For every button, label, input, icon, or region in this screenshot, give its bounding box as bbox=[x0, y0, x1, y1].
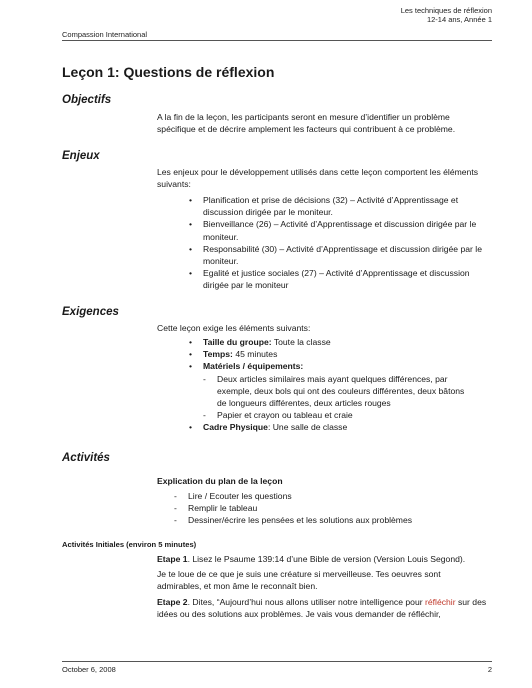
list-item: • Planification et prise de décisions (32) – Activité d’Apprentissage et discussion dirigée par le moniteur. bbox=[189, 195, 459, 218]
section-heading-objectifs: Objectifs bbox=[62, 94, 112, 106]
document-subtitle: 12-14 ans, Année 1 bbox=[426, 15, 492, 24]
bullet-icon: • bbox=[189, 219, 193, 230]
list-item: - Deux articles similaires mais ayant quelques différences, par exemple, deux bols qui ont des couleurs différentes, deux bâtons de longueurs différentes, deux articles rouges bbox=[203, 373, 465, 409]
list-item: - Lire / Ecouter les questions bbox=[174, 491, 292, 501]
psalm-quote: Je te loue de ce que je suis une créature si merveilleuse. Tes oeuvres sont admirables, et mon âme le reconnaît bien. bbox=[157, 569, 441, 592]
exigences-list bbox=[188, 336, 488, 434]
materials-list bbox=[203, 373, 465, 422]
enjeux-intro: Les enjeux pour le développement utilisés dans cette leçon comportent les éléments suivants: bbox=[157, 167, 479, 190]
step-1-label: Etape 1 bbox=[157, 554, 188, 564]
section-heading-enjeux: Enjeux bbox=[62, 150, 100, 162]
dash-icon: - bbox=[174, 515, 177, 526]
enjeux-list bbox=[188, 194, 488, 292]
dash-icon: - bbox=[174, 503, 177, 514]
list-item: • Egalité et justice sociales (27) – Activité d’Apprentissage et discussion dirigée par le moniteur bbox=[189, 268, 470, 291]
bullet-icon: • bbox=[189, 361, 193, 372]
objectifs-text: A la fin de la leçon, les participants seront en mesure d’identifier un problème spécifique et de décrire amplement les facteurs qui contribuent à ce problème. bbox=[157, 112, 456, 135]
lesson-title: Leçon 1: Questions de réflexion bbox=[62, 64, 275, 80]
step-2: Etape 2. Dites, “Aujourd’hui nous allons utiliser notre intelligence pour réfléchir sur des idées ou des solutions aux problèmes. Je vais vous demander de réfléchir, bbox=[157, 597, 487, 620]
bullet-icon: • bbox=[189, 243, 193, 254]
list-item: • Temps: 45 minutes bbox=[189, 349, 278, 360]
bullet-icon: • bbox=[189, 349, 193, 360]
list-item: • Taille du groupe: Toute la classe bbox=[189, 337, 331, 347]
bullet-icon: • bbox=[189, 422, 193, 433]
running-header bbox=[401, 6, 492, 24]
list-item: • Responsabilité (30) – Activité d’Apprentissage et discussion dirigée par le moniteur. bbox=[189, 243, 482, 267]
list-item: • Matériels / équipements: bbox=[189, 361, 304, 372]
list-item: - Dessiner/écrire les pensées et les solutions aux problèmes bbox=[174, 515, 413, 526]
organization-name: Compassion International bbox=[62, 30, 148, 39]
plan-heading: Explication du plan de la leçon bbox=[157, 476, 283, 486]
page-number: 2 bbox=[487, 665, 492, 674]
dash-icon: - bbox=[203, 410, 206, 421]
bullet-icon: • bbox=[189, 268, 193, 279]
section-heading-activites: Activités bbox=[62, 452, 110, 464]
list-item: - Remplir le tableau bbox=[174, 503, 258, 514]
section-heading-exigences: Exigences bbox=[62, 306, 119, 318]
initial-activities-heading: Activités Initiales (environ 5 minutes) bbox=[62, 540, 197, 549]
list-item: • Cadre Physique: Une salle de classe bbox=[189, 422, 348, 433]
footer-divider bbox=[62, 661, 492, 662]
dash-icon: - bbox=[174, 491, 177, 501]
document-title: Les techniques de réflexion bbox=[400, 6, 492, 15]
exigences-intro: Cette leçon exige les éléments suivants: bbox=[157, 323, 311, 333]
footer-date: October 6, 2008 bbox=[62, 665, 116, 674]
step-2-label: Etape 2 bbox=[157, 597, 188, 607]
plan-list bbox=[174, 490, 494, 527]
list-item: • Bienveillance (26) – Activité d’Apprentissage et discussion dirigée par le moniteur. bbox=[189, 219, 477, 242]
highlighted-word: réfléchir bbox=[425, 597, 456, 607]
step-1: Etape 1. Lisez le Psaume 139:14 d’une Bible de version (Version Louis Segond). bbox=[157, 554, 466, 564]
bullet-icon: • bbox=[189, 195, 193, 205]
bullet-icon: • bbox=[189, 337, 193, 347]
list-item: - Papier et crayon ou tableau et craie bbox=[203, 410, 353, 421]
dash-icon: - bbox=[203, 373, 206, 384]
header-divider bbox=[62, 40, 492, 41]
